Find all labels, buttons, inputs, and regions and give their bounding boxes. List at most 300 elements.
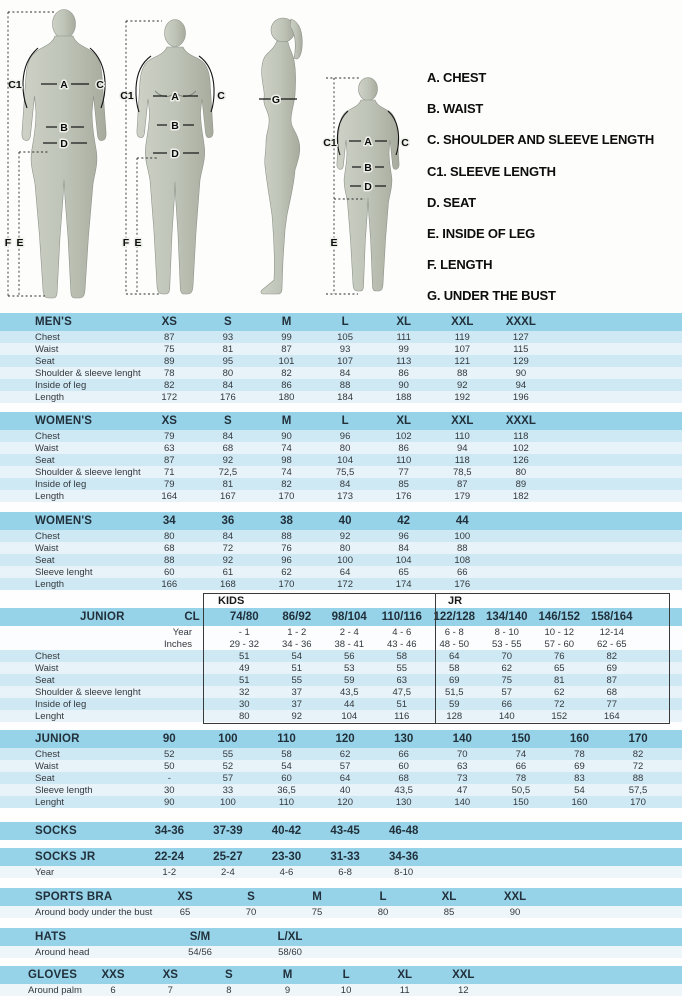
sports-bra-size-table [0, 888, 682, 918]
cell-value: 51 [238, 674, 250, 686]
cell-value: 65 [553, 662, 565, 674]
cell-value: 80 [238, 710, 250, 722]
cell-value: 82 [606, 650, 618, 662]
cell-value: 113 [396, 355, 412, 367]
table-row [0, 906, 682, 918]
cell-value: 57 - 60 [544, 638, 575, 650]
cell-value: 57 [501, 686, 513, 698]
cell-value: 2 - 4 [339, 626, 359, 638]
size-column-header: 22-24 [154, 851, 184, 863]
cell-value: 87 [164, 454, 175, 466]
row-label: Inches [164, 638, 192, 650]
legend-item-under-bust: G. UNDER THE BUST [427, 288, 556, 304]
size-column-header: 38 [280, 515, 293, 527]
table-row [0, 578, 682, 590]
cell-value: 4 - 6 [392, 626, 412, 638]
cell-value: 60 [398, 760, 409, 772]
cell-value: 104 [395, 554, 412, 566]
cell-value: 126 [512, 454, 529, 466]
size-column-header: 134/140 [485, 611, 528, 623]
row-label: Waist [35, 343, 59, 355]
mark-c1: C1 [323, 137, 337, 149]
mark-f: F [4, 237, 12, 249]
size-column-header: XS [161, 316, 177, 328]
cell-value: 78 [574, 748, 585, 760]
cell-value: 179 [454, 490, 471, 502]
cell-value: 47 [456, 784, 468, 796]
cell-value: 93 [339, 343, 351, 355]
cell-value: 84 [339, 478, 351, 490]
cell-value: 96 [339, 430, 351, 442]
cell-value: 82 [281, 367, 292, 379]
cell-value: 52 [164, 748, 175, 760]
table-row [0, 662, 682, 674]
mens-size-table [0, 313, 682, 403]
table-row [0, 796, 682, 808]
row-label: Around body under the bust [35, 906, 153, 918]
table-header-row [0, 928, 682, 946]
cell-value: 192 [454, 391, 471, 403]
table-title: WOMEN'S [35, 515, 93, 527]
cell-value: 57 [339, 760, 351, 772]
row-label: Chest [35, 430, 60, 442]
size-column-header: 40-42 [271, 825, 302, 837]
cell-value: 170 [278, 490, 295, 502]
cell-value: 68 [222, 442, 234, 454]
size-column-header: 100 [218, 733, 238, 745]
size-column-header: 44 [455, 515, 469, 527]
cell-value: 86 [398, 367, 409, 379]
row-label: Chest [35, 530, 60, 542]
row-label: Year [172, 626, 192, 638]
size-column-header: L/XL [277, 931, 303, 943]
row-label: Length [35, 578, 65, 590]
cell-value: 11 [399, 984, 410, 996]
cell-value: 53 - 55 [491, 638, 522, 650]
table-row [0, 379, 682, 391]
cell-value: 81 [222, 478, 234, 490]
mark-b: B [60, 122, 68, 134]
cell-value: 152 [551, 710, 568, 722]
size-column-header: 98/104 [331, 611, 367, 623]
table-title: JUNIOR [80, 611, 125, 623]
legend-item-shoulder-sleeve: C. SHOULDER AND SLEEVE LENGTH [427, 132, 655, 148]
cell-value: 140 [454, 796, 471, 808]
table-row [0, 686, 682, 698]
cell-value: 188 [395, 391, 412, 403]
size-column-header: 158/164 [590, 611, 633, 623]
cell-value: 94 [456, 442, 468, 454]
size-column-header: 42 [397, 515, 411, 527]
size-column-header: 170 [628, 733, 648, 745]
cell-value: 70 [245, 906, 257, 918]
table-row [0, 784, 682, 796]
size-column-header: 34-36 [388, 851, 419, 863]
table-row [0, 542, 682, 554]
size-column-header: XXXL [505, 415, 536, 427]
size-column-header: M [281, 415, 292, 427]
cell-value: 88 [281, 530, 292, 542]
size-column-header: L [341, 415, 349, 427]
mark-f: F [122, 237, 130, 249]
cell-value: 119 [454, 331, 470, 343]
cell-value: 49 [238, 662, 250, 674]
cell-value: 55 [222, 748, 234, 760]
cell-value: 92 [222, 554, 234, 566]
row-label: Seat [35, 454, 55, 466]
cell-value: 87 [164, 331, 175, 343]
cell-value: 92 [222, 454, 234, 466]
cell-value: 68 [398, 772, 409, 784]
cell-value: 170 [278, 578, 295, 590]
size-column-header: XXL [503, 891, 527, 903]
womens-size-table [0, 412, 682, 502]
cell-value: 74 [281, 442, 292, 454]
cell-value: 90 [509, 906, 521, 918]
cell-value: 72 [632, 760, 644, 772]
cell-value: 86 [281, 379, 292, 391]
size-column-header: XL [441, 891, 457, 903]
cell-value: 90 [515, 367, 527, 379]
cell-value: 55 [396, 662, 408, 674]
table-header-row [0, 512, 682, 530]
mark-e: E [330, 237, 338, 249]
cell-value: 107 [337, 355, 353, 367]
row-label: Length [35, 490, 65, 502]
cell-value: 6 - 8 [444, 626, 464, 638]
mark-b: B [171, 120, 179, 132]
cell-value: 69 [606, 662, 618, 674]
jr-group-label: JR [448, 595, 463, 607]
womens-numeric-size-table [0, 512, 682, 590]
cell-value: 127 [512, 331, 529, 343]
table-row [0, 772, 682, 784]
row-label: Sleeve lenght [35, 566, 93, 578]
cell-value: 111 [396, 331, 411, 343]
cell-value: 58 [448, 662, 460, 674]
table-row [0, 391, 682, 403]
table-title: HATS [35, 931, 67, 943]
cell-value: 58 [281, 748, 292, 760]
cell-value: 84 [339, 367, 351, 379]
table-row [0, 760, 682, 772]
womens-side-figure [259, 18, 302, 294]
row-label: Chest [35, 748, 60, 760]
mark-g: G [271, 94, 281, 106]
hats-size-table [0, 928, 682, 958]
cell-value: 70 [456, 748, 468, 760]
cell-value: 79 [164, 430, 175, 442]
size-column-header: 34-36 [154, 825, 184, 837]
pre-column-header: CL [184, 611, 200, 623]
cell-value: 65 [179, 906, 191, 918]
cell-value: 66 [456, 566, 468, 578]
table-row [0, 466, 682, 478]
cell-value: 86 [398, 442, 409, 454]
cell-value: 121 [454, 355, 471, 367]
cell-value: 80 [222, 367, 234, 379]
cell-value: 118 [513, 430, 529, 442]
row-label: Waist [35, 760, 59, 772]
cell-value: 36,5 [277, 784, 296, 796]
cell-value: 51 [396, 698, 408, 710]
cell-value: 90 [398, 379, 409, 391]
table-row [0, 748, 682, 760]
cell-value: 34 - 36 [281, 638, 312, 650]
table-row [0, 343, 682, 355]
cell-value: 94 [515, 379, 527, 391]
cell-value: 88 [456, 367, 468, 379]
cell-value: 90 [164, 796, 175, 808]
cell-value: 75 [501, 674, 513, 686]
table-row [0, 650, 682, 662]
table-row [0, 638, 682, 650]
row-label: Waist [35, 442, 59, 454]
row-label: Length [35, 391, 65, 403]
cell-value: 102 [395, 430, 412, 442]
row-label: Lenght [35, 710, 65, 722]
cell-value: 96 [398, 530, 409, 542]
size-column-header: S [225, 969, 233, 981]
cell-value: 69 [448, 674, 460, 686]
row-label: Waist [35, 542, 59, 554]
cell-value: 38 - 41 [334, 638, 365, 650]
legend-item-sleeve: C1. SLEEVE LENGTH [427, 163, 556, 179]
cell-value: 95 [222, 355, 234, 367]
mark-a: A [60, 79, 68, 91]
size-column-header: 146/152 [538, 611, 581, 623]
size-column-header: 23-30 [271, 851, 302, 863]
table-row [0, 454, 682, 466]
kids-group-label: KIDS [218, 595, 245, 607]
cell-value: 128 [446, 710, 463, 722]
cell-value: 63 [456, 760, 468, 772]
cell-value: 104 [341, 710, 358, 722]
cell-value: 176 [395, 490, 412, 502]
cell-value: 196 [512, 391, 529, 403]
cell-value: 77 [606, 698, 618, 710]
cell-value: 50,5 [511, 784, 531, 796]
cell-value: 68 [606, 686, 618, 698]
cell-value: 51 [291, 662, 303, 674]
cell-value: 80 [377, 906, 389, 918]
cell-value: 84 [222, 530, 234, 542]
cell-value: 30 [164, 784, 175, 796]
cell-value: 80 [164, 530, 175, 542]
cell-value: 88 [632, 772, 644, 784]
cell-value: 57,5 [628, 784, 648, 796]
cell-value: 99 [281, 331, 292, 343]
cell-value: 150 [512, 796, 529, 808]
cell-value: 30 [238, 698, 250, 710]
size-tables [0, 313, 682, 996]
cell-value: 78 [515, 772, 527, 784]
cell-value: 40 [339, 784, 351, 796]
womens-front-figure [120, 20, 225, 295]
row-label: Inside of leg [35, 478, 87, 490]
cell-value: 8-10 [394, 866, 414, 878]
row-label: Waist [35, 662, 59, 674]
cell-value: 64 [448, 650, 460, 662]
cell-value: 72 [553, 698, 565, 710]
cell-value: 37 [291, 686, 303, 698]
cell-value: 110 [278, 796, 295, 808]
cell-value: 116 [394, 710, 410, 722]
cell-value: 88 [339, 379, 351, 391]
cell-value: 66 [398, 748, 409, 760]
size-column-header: 34 [162, 515, 176, 527]
gloves-size-table [0, 966, 682, 996]
cell-value: 58/60 [278, 946, 302, 958]
cell-value: 80 [339, 542, 351, 554]
table-header-row [0, 313, 682, 331]
size-column-header: 37-39 [213, 825, 243, 837]
size-column-header: 46-48 [388, 825, 419, 837]
measurement-legend [427, 70, 677, 320]
table-title: SPORTS BRA [35, 891, 113, 903]
row-label: Sleeve length [35, 784, 93, 796]
cell-value: 182 [512, 490, 529, 502]
table-title: WOMEN'S [35, 415, 93, 427]
row-label: Year [35, 866, 55, 878]
cell-value: 62 [553, 686, 565, 698]
cell-value: 160 [571, 796, 588, 808]
cell-value: 80 [515, 466, 527, 478]
cell-value: 85 [443, 906, 455, 918]
cell-value: 120 [337, 796, 353, 808]
cell-value: 60 [281, 772, 292, 784]
size-column-header: XXS [101, 969, 125, 981]
cell-value: 10 [340, 984, 352, 996]
cell-value: 110 [454, 430, 470, 442]
size-column-header: M [312, 891, 322, 903]
cell-value: 47,5 [392, 686, 411, 698]
mark-e: E [134, 237, 142, 249]
cell-value: 85 [398, 478, 409, 490]
cell-value: 92 [339, 530, 351, 542]
cell-value: 71 [164, 466, 175, 478]
table-title: GLOVES [28, 969, 78, 981]
mark-d: D [60, 138, 68, 150]
mark-e: E [16, 237, 24, 249]
cell-value: 73 [456, 772, 468, 784]
cell-value: 2-4 [221, 866, 235, 878]
table-row [0, 478, 682, 490]
table-row [0, 984, 682, 996]
cell-value: 130 [395, 796, 412, 808]
size-column-header: L [379, 891, 387, 903]
cell-value: 66 [501, 698, 513, 710]
cell-value: 55 [291, 674, 303, 686]
cell-value: 29 - 32 [229, 638, 260, 650]
cell-value: 51 [238, 650, 250, 662]
size-column-header: M [282, 969, 293, 981]
cell-value: 96 [281, 554, 292, 566]
cell-value: 170 [630, 796, 646, 808]
table-header-row [0, 608, 682, 626]
size-column-header: XXL [451, 415, 474, 427]
size-column-header: 130 [394, 733, 414, 745]
cell-value: 51,5 [445, 686, 464, 698]
size-column-header: 36 [221, 515, 235, 527]
table-title: SOCKS [35, 825, 77, 837]
child-figure [323, 78, 409, 295]
row-label: Around head [35, 946, 90, 958]
cell-value: 54 [281, 760, 292, 772]
cell-value: 105 [337, 331, 353, 343]
cell-value: 58 [396, 650, 408, 662]
row-label: Lenght [35, 796, 65, 808]
row-label: Seat [35, 554, 55, 566]
table-row [0, 866, 682, 878]
legend-item-inside-leg: E. INSIDE OF LEG [427, 225, 536, 241]
cell-value: 78,5 [453, 466, 472, 478]
size-column-header: XL [397, 969, 413, 981]
size-column-header: XL [396, 415, 412, 427]
cell-value: 10 - 12 [544, 626, 575, 638]
cell-value: 75 [164, 343, 175, 355]
cell-value: 168 [219, 578, 236, 590]
cell-value: 54 [291, 650, 303, 662]
cell-value: 76 [553, 650, 565, 662]
cell-value: 87 [456, 478, 468, 490]
cell-value: 75 [311, 906, 323, 918]
size-column-header: XXL [452, 969, 475, 981]
size-column-header: 90 [162, 733, 176, 745]
cell-value: 88 [456, 542, 468, 554]
cell-value: 12-14 [599, 626, 624, 638]
cell-value: 8 - 10 [494, 626, 519, 638]
table-header-row [0, 966, 682, 984]
socks-jr-size-table [0, 848, 682, 878]
cell-value: 44 [343, 698, 355, 710]
mark-a: A [364, 136, 372, 148]
cell-value: 8 [226, 984, 232, 996]
cell-value: 115 [513, 343, 529, 355]
cell-value: 180 [278, 391, 295, 403]
cell-value: 37 [291, 698, 303, 710]
size-column-header: L [342, 969, 350, 981]
cell-value: 172 [161, 391, 178, 403]
row-label: Shoulder & sleeve lenght [35, 367, 141, 379]
cell-value: 89 [515, 478, 527, 490]
table-row [0, 442, 682, 454]
size-column-header: M [281, 316, 292, 328]
cell-value: 184 [337, 391, 353, 403]
cell-value: 63 [396, 674, 408, 686]
table-row [0, 367, 682, 379]
cell-value: 59 [343, 674, 355, 686]
cell-value: - [167, 772, 171, 784]
table-title: MEN'S [35, 316, 72, 328]
junior-numeric-size-table [0, 730, 682, 808]
size-column-header: 110 [277, 733, 296, 745]
cell-value: 110 [396, 454, 412, 466]
mark-c: C [96, 79, 104, 91]
table-title: JUNIOR [35, 733, 80, 745]
row-label: Inside of leg [35, 379, 87, 391]
table-row [0, 566, 682, 578]
cell-value: 12 [457, 984, 469, 996]
cell-value: 32 [238, 686, 250, 698]
cell-value: 173 [337, 490, 353, 502]
cell-value: 56 [343, 650, 355, 662]
table-row [0, 626, 682, 638]
cell-value: 64 [339, 772, 351, 784]
table-row [0, 490, 682, 502]
size-column-header: 43-45 [330, 825, 360, 837]
size-column-header: 74/80 [229, 611, 259, 623]
